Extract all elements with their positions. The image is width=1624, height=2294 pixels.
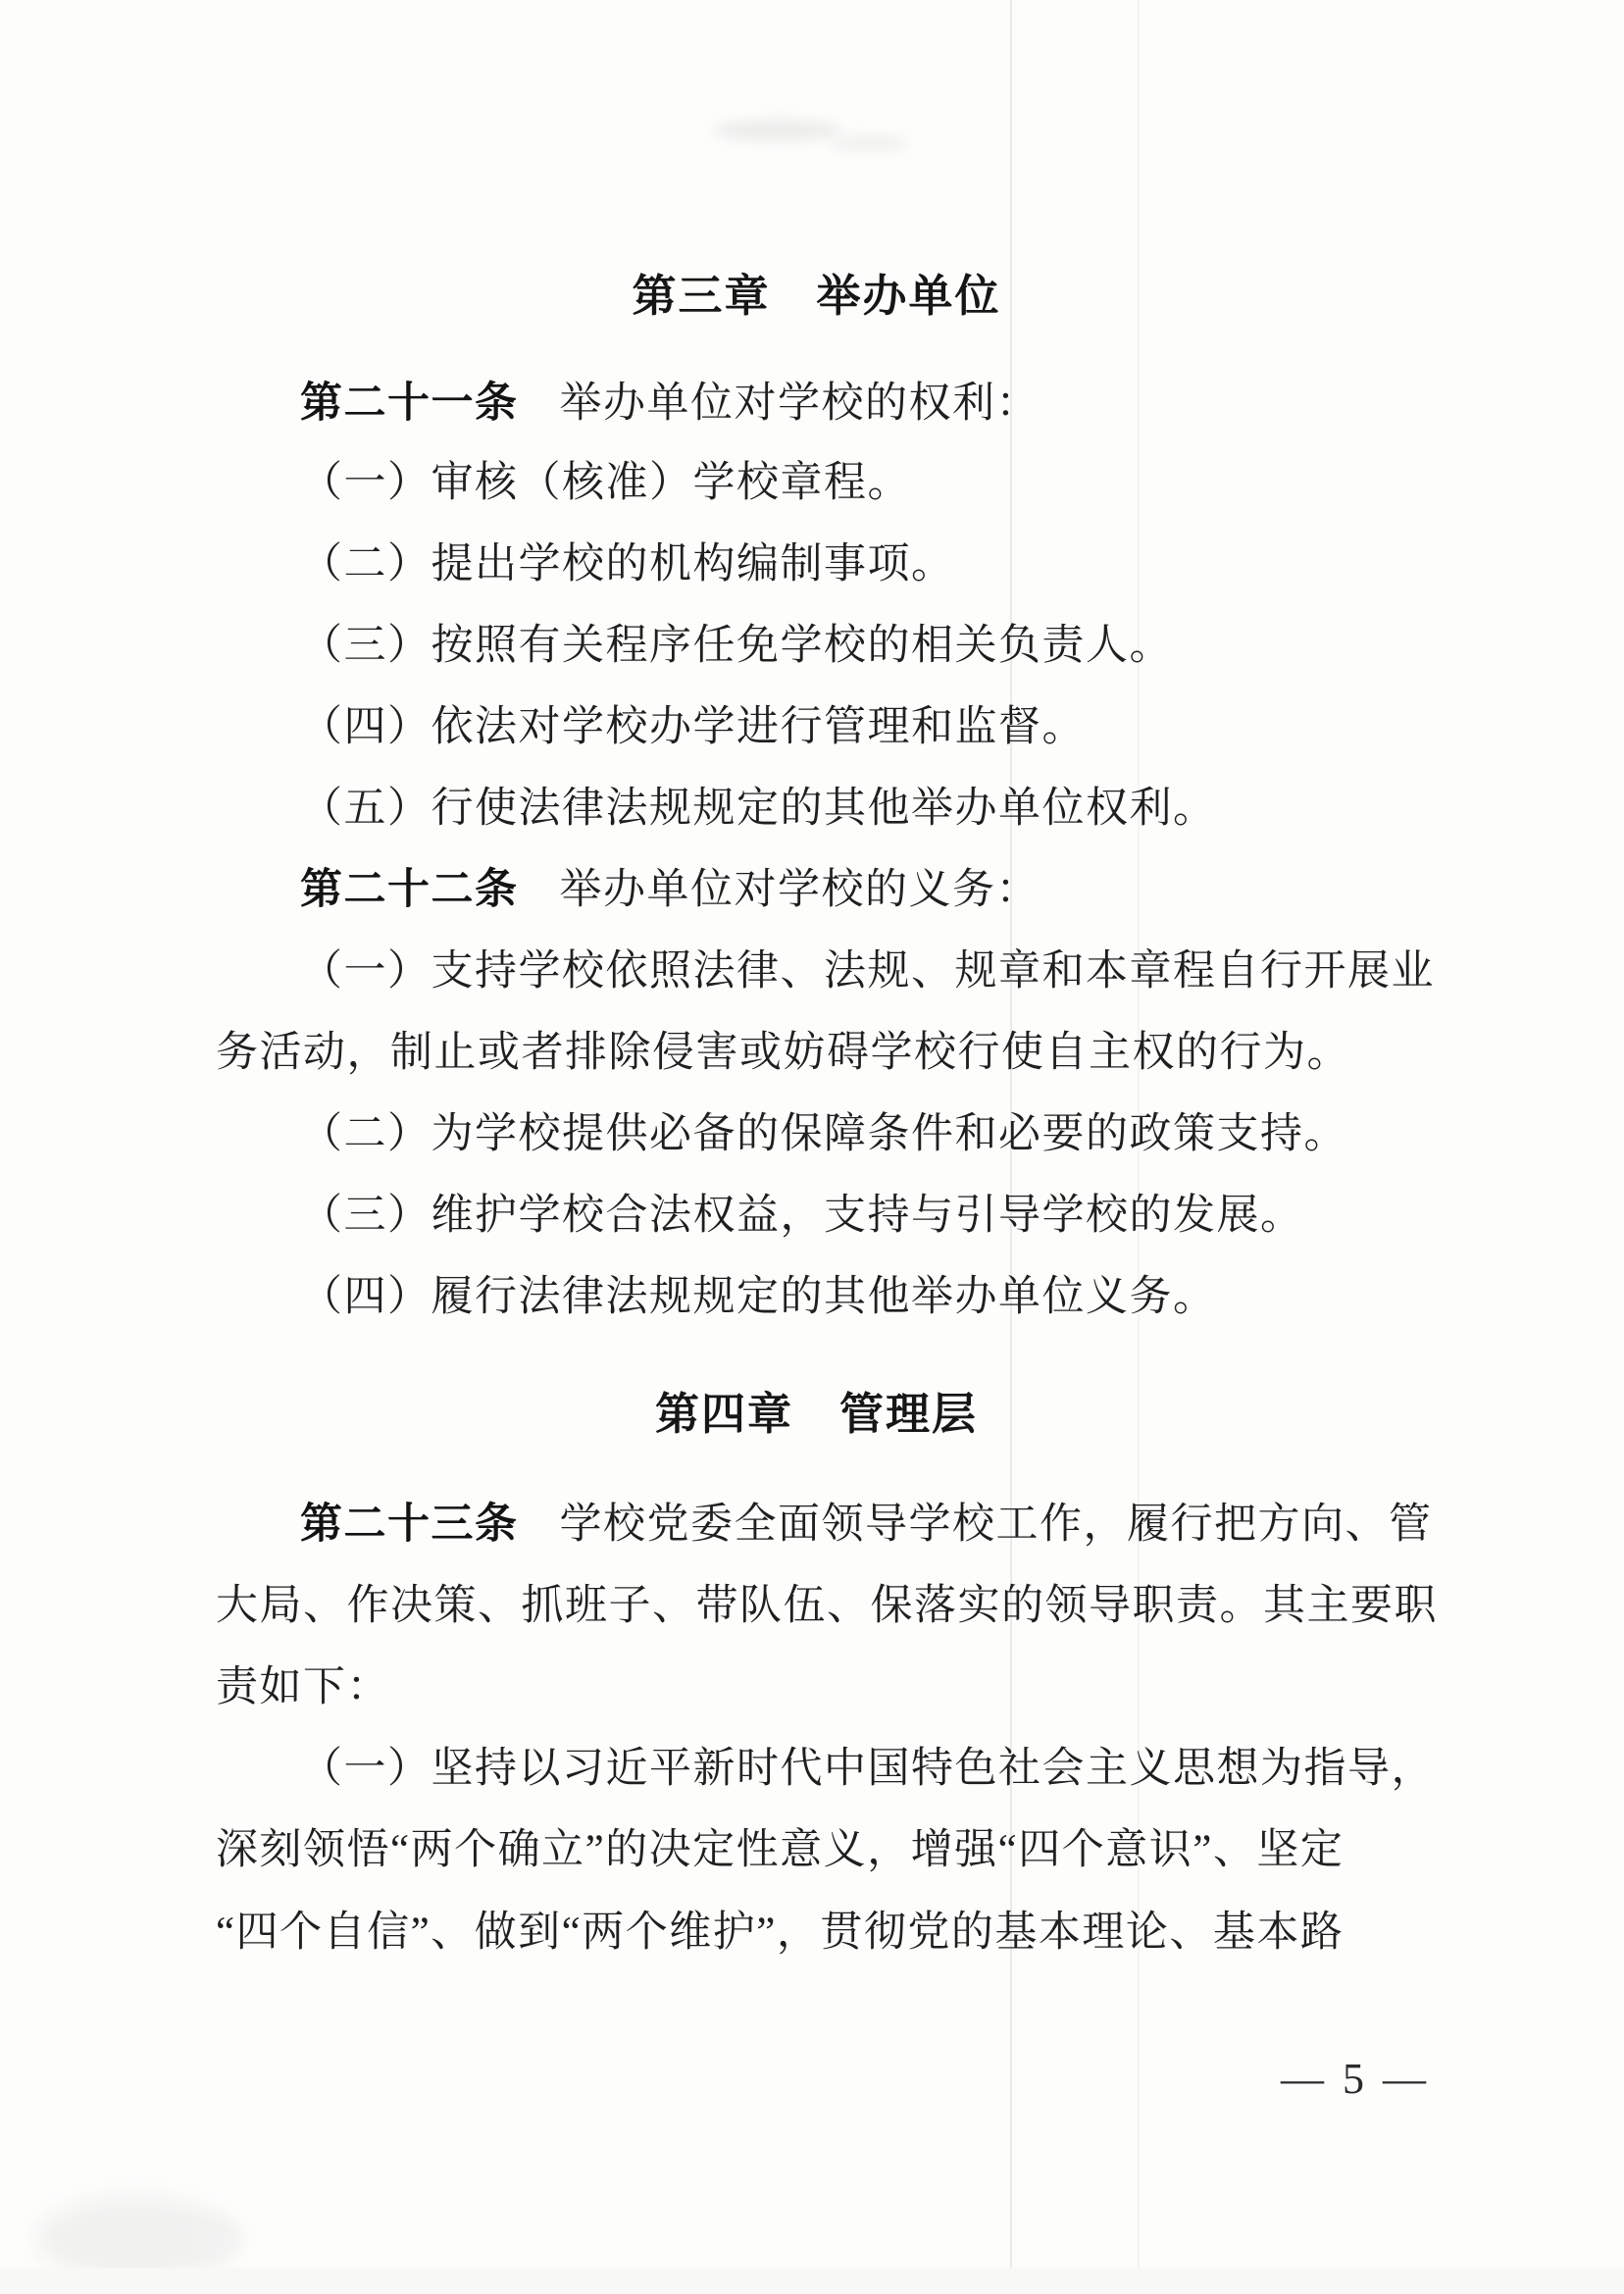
article-21-opening <box>300 382 1040 427</box>
article-21-item-5: （五）行使法律法规规定的其他举办单位权利。 <box>300 786 1217 832</box>
article-21-item-2: （二）提出学校的机构编制事项。 <box>300 541 955 587</box>
article-23-item-1-line-1: （一）坚持以习近平新时代中国特色社会主义思想为指导， <box>300 1746 1435 1792</box>
article-22-intro: 举办单位对学校的义务： <box>559 867 1040 913</box>
article-21-item-3: （三）按照有关程序任免学校的相关负责人。 <box>300 623 1173 669</box>
article-23-item-1-line-3: “四个自信”、做到“两个维护”，贯彻党的基本理论、基本路 <box>216 1910 1345 1956</box>
article-22-number: 第二十二条 <box>300 867 519 913</box>
article-21-intro: 举办单位对学校的权利： <box>559 381 1040 427</box>
article-22-item-2: （二）为学校提供必备的保障条件和必要的政策支持。 <box>300 1111 1347 1157</box>
chapter-4-heading: 第四章 管理层 <box>654 1389 978 1439</box>
scan-shade-strip <box>0 2268 1624 2294</box>
article-22-opening <box>300 868 1040 913</box>
article-21-number: 第二十一条 <box>300 381 519 427</box>
page-number: — 5 — <box>1281 2055 1430 2103</box>
article-22-item-4: （四）履行法律法规规定的其他举办单位义务。 <box>300 1274 1217 1320</box>
article-21-item-4: （四）依法对学校办学进行管理和监督。 <box>300 704 1086 750</box>
article-23-item-1-line-2: 深刻领悟“两个确立”的决定性意义，增强“四个意识”、坚定 <box>216 1827 1345 1873</box>
article-23-number: 第二十三条 <box>300 1502 519 1548</box>
article-22-item-3: （三）维护学校合法权益，支持与引导学校的发展。 <box>300 1193 1304 1239</box>
article-23-intro-line-1: 学校党委全面领导学校工作，履行把方向、管 <box>559 1502 1433 1548</box>
scan-smudge <box>830 135 908 151</box>
chapter-3-heading: 第三章 举办单位 <box>632 271 1001 321</box>
article-21-item-1: （一）审核（核准）学校章程。 <box>300 460 911 506</box>
scan-smudge <box>714 120 841 141</box>
article-23-intro-line-3: 责如下： <box>216 1664 390 1710</box>
article-22-item-1-line-1: （一）支持学校依照法律、法规、规章和本章程自行开展业 <box>300 948 1435 994</box>
scan-smudge <box>191 2221 240 2259</box>
article-22-item-1-line-2: 务活动，制止或者排除侵害或妨碍学校行使自主权的行为。 <box>216 1030 1350 1076</box>
article-23-opening <box>300 1503 1433 1548</box>
article-23-intro-line-2: 大局、作决策、抓班子、带队伍、保落实的领导职责。其主要职 <box>216 1583 1438 1629</box>
